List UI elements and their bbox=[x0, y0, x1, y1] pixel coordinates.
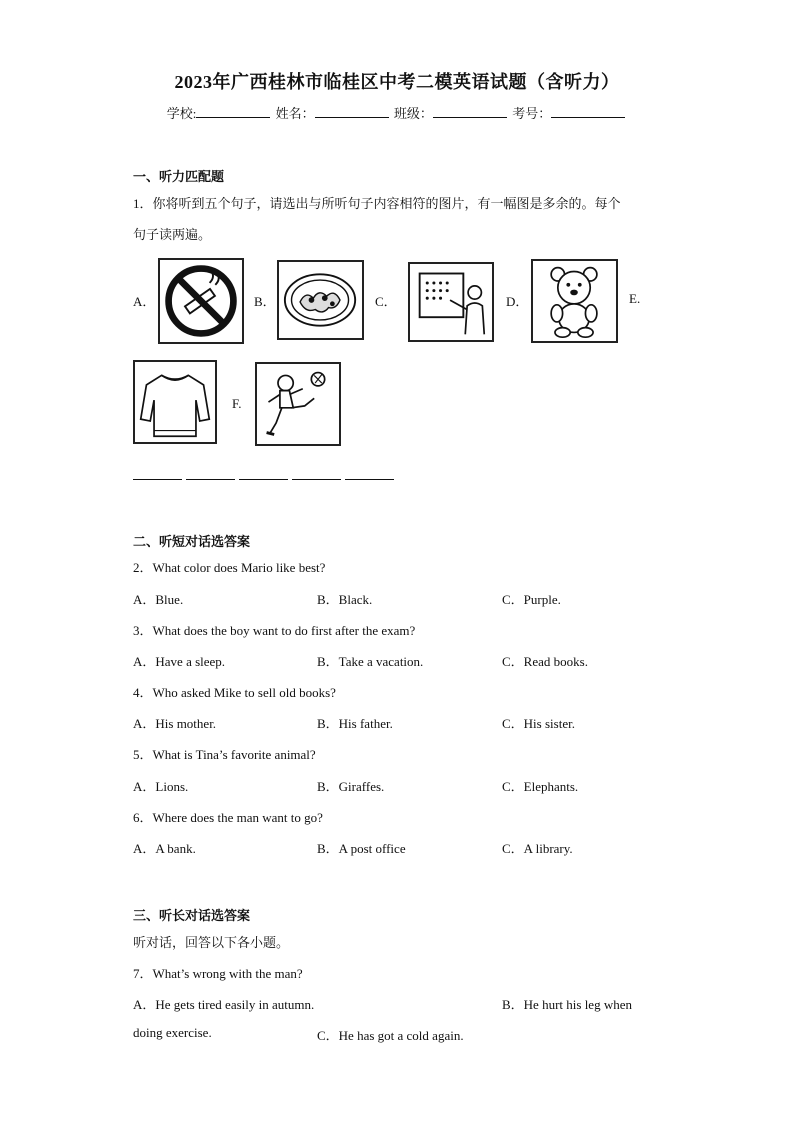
school-blank[interactable] bbox=[196, 105, 270, 118]
question-text: 2．What color does Mario like best? bbox=[133, 560, 326, 575]
q7-option-b-continued: doing exercise. bbox=[133, 1025, 212, 1040]
label-b: B． bbox=[254, 294, 276, 309]
question-text: 3．What does the boy want to do first after the exam? bbox=[133, 623, 416, 638]
answer-blank-5[interactable] bbox=[345, 479, 394, 480]
page-title: 2023年广西桂林市临桂区中考二模英语试题（含听力） bbox=[174, 72, 620, 92]
food-plate-picture bbox=[277, 260, 364, 340]
sweater-picture bbox=[133, 360, 217, 444]
no-smoking-picture bbox=[158, 258, 244, 344]
option-c[interactable]: C．A library. bbox=[502, 841, 573, 856]
football-boy-picture bbox=[255, 362, 341, 446]
teacher-picture bbox=[408, 262, 494, 342]
school-label: 学校: bbox=[166, 106, 197, 121]
class-blank[interactable] bbox=[433, 105, 507, 118]
option-a[interactable]: A．Have a sleep. bbox=[133, 654, 226, 669]
option-b[interactable]: B．Take a vacation. bbox=[317, 654, 424, 669]
option-b[interactable]: B．Black. bbox=[317, 592, 373, 607]
label-c: C． bbox=[375, 294, 397, 309]
answer-blank-2[interactable] bbox=[186, 479, 235, 480]
option-a[interactable]: A．His mother. bbox=[133, 716, 217, 731]
answer-blank-1[interactable] bbox=[133, 479, 182, 480]
question-7-text: 7．What’s wrong with the man? bbox=[133, 966, 303, 981]
food-plate-icon bbox=[279, 262, 362, 338]
option-b[interactable]: B．A post office bbox=[317, 841, 406, 856]
label-d: D． bbox=[506, 294, 529, 309]
label-a: A． bbox=[133, 294, 156, 309]
q7-option-c[interactable]: C．He has got a cold again. bbox=[317, 1028, 464, 1043]
boy-kicking-ball-icon bbox=[257, 364, 339, 444]
teddy-bear-icon bbox=[533, 261, 616, 341]
name-label: 姓名： bbox=[275, 106, 315, 121]
sweater-icon bbox=[135, 362, 215, 442]
teddy-bear-picture bbox=[531, 259, 618, 343]
number-blank[interactable] bbox=[551, 105, 625, 118]
q1-text-line1: 1．你将听到五个句子，请选出与所听句子内容相符的图片，有一幅图是多余的。每个 bbox=[133, 196, 621, 211]
student-info-line bbox=[0, 103, 794, 122]
section3-heading: 三、听长对话选答案 bbox=[133, 908, 251, 923]
name-blank[interactable] bbox=[315, 105, 389, 118]
section3-intro: 听对话，回答以下各小题。 bbox=[133, 935, 290, 950]
teacher-board-icon bbox=[410, 264, 492, 340]
q1-text-line2: 句子读两遍。 bbox=[133, 227, 212, 242]
answer-blank-4[interactable] bbox=[292, 479, 341, 480]
option-c[interactable]: C．Purple. bbox=[502, 592, 561, 607]
option-c[interactable]: C．His sister. bbox=[502, 716, 575, 731]
label-e: E. bbox=[629, 291, 641, 306]
label-f: F. bbox=[232, 396, 242, 411]
q7-option-a[interactable]: A．He gets tired easily in autumn. bbox=[133, 997, 315, 1012]
no-smoking-icon bbox=[160, 260, 242, 342]
question-text: 5．What is Tina’s favorite animal? bbox=[133, 747, 316, 762]
section1-heading: 一、听力匹配题 bbox=[133, 169, 225, 184]
option-c[interactable]: C．Read books. bbox=[502, 654, 588, 669]
option-b[interactable]: B．His father. bbox=[317, 716, 393, 731]
question-text: 6．Where does the man want to go? bbox=[133, 810, 323, 825]
option-c[interactable]: C．Elephants. bbox=[502, 779, 579, 794]
section2-heading: 二、听短对话选答案 bbox=[133, 534, 251, 549]
question-text: 4．Who asked Mike to sell old books? bbox=[133, 685, 336, 700]
answer-blank-3[interactable] bbox=[239, 479, 288, 480]
option-a[interactable]: A．Blue. bbox=[133, 592, 184, 607]
number-label: 考号： bbox=[512, 106, 552, 121]
option-a[interactable]: A．Lions. bbox=[133, 779, 189, 794]
q7-option-b[interactable]: B．He hurt his leg when bbox=[502, 997, 632, 1012]
class-label: 班级： bbox=[393, 106, 433, 121]
option-b[interactable]: B．Giraffes. bbox=[317, 779, 385, 794]
option-a[interactable]: A．A bank. bbox=[133, 841, 196, 856]
